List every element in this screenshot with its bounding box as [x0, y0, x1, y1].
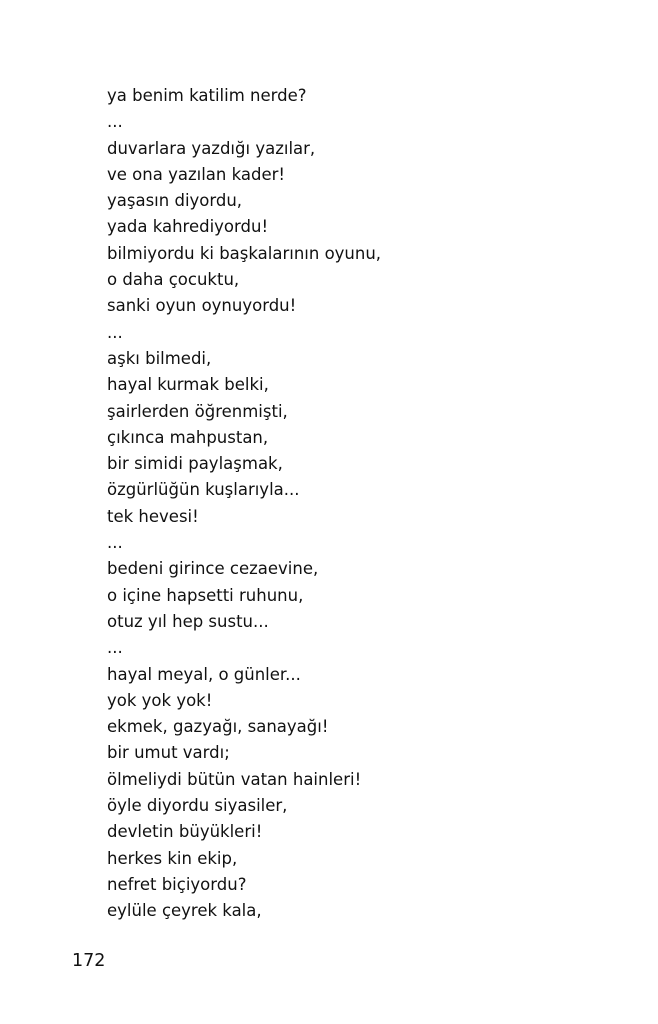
poem-line: hayal meyal, o günler...: [107, 664, 301, 684]
page-number: 172: [72, 951, 106, 971]
poem-line: ...: [107, 638, 123, 658]
poem-line: aşkı bilmedi,: [107, 348, 212, 368]
poem-line: eylüle çeyrek kala,: [107, 901, 262, 921]
poem-line: bir simidi paylaşmak,: [107, 454, 283, 474]
poem-line: ...: [107, 112, 123, 132]
poem-line: yada kahrediyordu!: [107, 217, 269, 237]
poem-line: otuz yıl hep sustu...: [107, 611, 269, 631]
poem-line: nefret biçiyordu?: [107, 874, 247, 894]
poem-line: devletin büyükleri!: [107, 822, 263, 842]
poem-line: ve ona yazılan kader!: [107, 164, 285, 184]
poem-line: herkes kin ekip,: [107, 848, 238, 868]
poem-line: o daha çocuktu,: [107, 270, 240, 290]
poem-line: yok yok yok!: [107, 690, 213, 710]
poem-line: ölmeliydi bütün vatan hainleri!: [107, 769, 362, 789]
poem-line: özgürlüğün kuşlarıyla...: [107, 480, 300, 500]
poem-line: o içine hapsetti ruhunu,: [107, 585, 304, 605]
poem-text: [107, 83, 607, 925]
poem-line: tek hevesi!: [107, 506, 199, 526]
poem-line: öyle diyordu siyasiler,: [107, 796, 288, 816]
poem-line: duvarlara yazdığı yazılar,: [107, 138, 316, 158]
poem-line: ...: [107, 322, 123, 342]
poem-line: sanki oyun oynuyordu!: [107, 296, 297, 316]
poem-line: bilmiyordu ki başkalarının oyunu,: [107, 243, 382, 263]
poem-line: ekmek, gazyağı, sanayağı!: [107, 717, 329, 737]
poem-line: ...: [107, 533, 123, 553]
poem-line: yaşasın diyordu,: [107, 191, 243, 211]
poem-line: ya benim katilim nerde?: [107, 86, 307, 105]
poem-line: şairlerden öğrenmişti,: [107, 401, 288, 421]
poem-line: hayal kurmak belki,: [107, 375, 269, 395]
poem-line: bedeni girince cezaevine,: [107, 559, 319, 579]
poem-line: bir umut vardı;: [107, 743, 230, 763]
poem-line: çıkınca mahpustan,: [107, 427, 269, 447]
